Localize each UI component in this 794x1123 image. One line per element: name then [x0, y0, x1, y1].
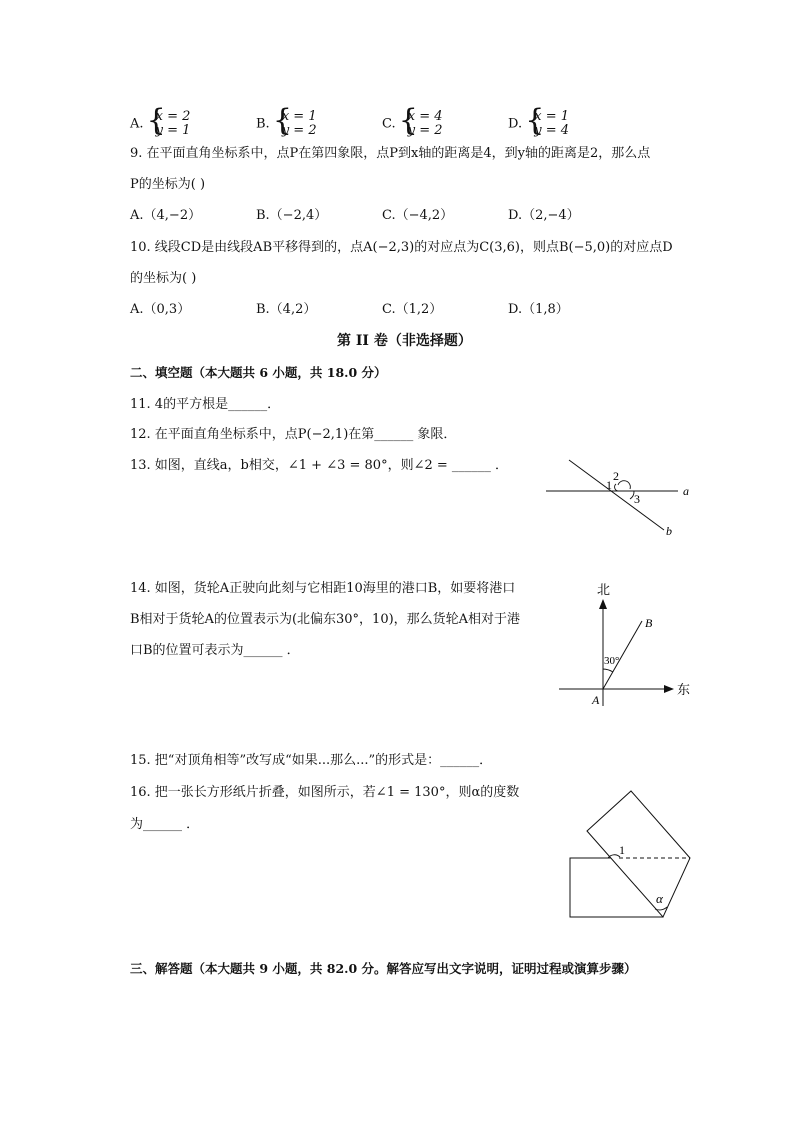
point-b-label: B [645, 616, 653, 630]
q13-text: 13. 如图，直线a，b相交，∠1 + ∠3 = 80°，则∠2 = ______ ． [130, 458, 509, 473]
angle-30-arc [603, 669, 613, 672]
part2-title: 第 II 卷（非选择题） [337, 333, 472, 349]
fig16-label-1: 1 [619, 843, 625, 857]
q9-option-b: B.（−2,4） [256, 208, 328, 223]
q9-text-line2: P的坐标为( ) [130, 177, 206, 192]
q8-option-d: D. { x = 1 y = 4 [508, 103, 570, 138]
q16-text-line1: 16. 把一张长方形纸片折叠，如图所示，若∠1 = 130°，则α的度数 [130, 785, 520, 800]
paper-rectangle [570, 858, 663, 917]
q11-text: 11. 4的平方根是______． [130, 397, 281, 412]
fig13-label-3: 3 [634, 492, 640, 506]
north-label: 北 [597, 582, 611, 597]
section2-header: 二、填空题（本大题共 6 小题，共 18.0 分） [130, 365, 387, 380]
q9-text-line1: 9. 在平面直角坐标系中，点P在第四象限，点P到x轴的距离是4，到y轴的距离是2，那么点 [130, 146, 651, 161]
q10-option-b: B.（4,2） [256, 302, 317, 317]
fig13-label-b: b [666, 524, 672, 538]
point-a-label: A [592, 693, 600, 707]
angle-30-label: 30° [604, 655, 620, 667]
q8-option-b: B. { x = 1 y = 2 [256, 103, 317, 138]
fig16-diagram [565, 785, 700, 925]
fig13-diagram [540, 455, 700, 545]
fig13-label-2: 2 [613, 469, 619, 483]
q10-text-line1: 10. 线段CD是由线段AB平移得到的，点A(−2,3)的对应点为C(3,6)，则点B(−5,0)的对应点D [130, 240, 673, 255]
q14-text-line3: 口B的位置可表示为______ ． [130, 643, 300, 658]
q8-option-a: A. { x = 2 y = 1 [130, 103, 191, 138]
q14-text-line1: 14. 如图，货轮A正驶向此刻与它相距10海里的港口B，如要将港口 [130, 581, 516, 596]
fig16-label-alpha: α [656, 891, 663, 906]
section3-header: 三、解答题（本大题共 9 小题，共 82.0 分。解答应写出文字说明，证明过程或演算步骤） [130, 961, 637, 976]
fig13-label-a: a [683, 484, 689, 498]
q10-option-a: A.（0,3） [130, 302, 191, 317]
folded-flap [587, 791, 690, 917]
east-label: 东 [677, 682, 691, 697]
q10-text-line2: 的坐标为( ) [130, 271, 197, 286]
angle-1-arc [615, 484, 618, 491]
q12-text: 12. 在平面直角坐标系中，点P(−2,1)在第______ 象限． [130, 427, 457, 442]
q15-text: 15. 把“对顶角相等”改写成“如果...那么...”的形式是：______． [130, 753, 493, 768]
q10-option-c: C.（1,2） [382, 302, 443, 317]
q16-text-line2: 为______ ． [130, 817, 200, 832]
q9-option-d: D.（2,−4） [508, 208, 580, 223]
q8-option-c: C. { x = 4 y = 2 [382, 103, 443, 138]
q10-option-d: D.（1,8） [508, 302, 569, 317]
q9-option-c: C.（−4,2） [382, 208, 454, 223]
q14-text-line2: B相对于货轮A的位置表示为(北偏东30°，10)，那么货轮A相对于港 [130, 612, 521, 627]
fig13-label-1: 1 [606, 478, 612, 492]
q9-option-a: A.（4,−2） [130, 208, 202, 223]
angle-alpha-arc [655, 907, 667, 910]
fig14-diagram [555, 578, 695, 713]
angle-2-arc [618, 481, 630, 489]
